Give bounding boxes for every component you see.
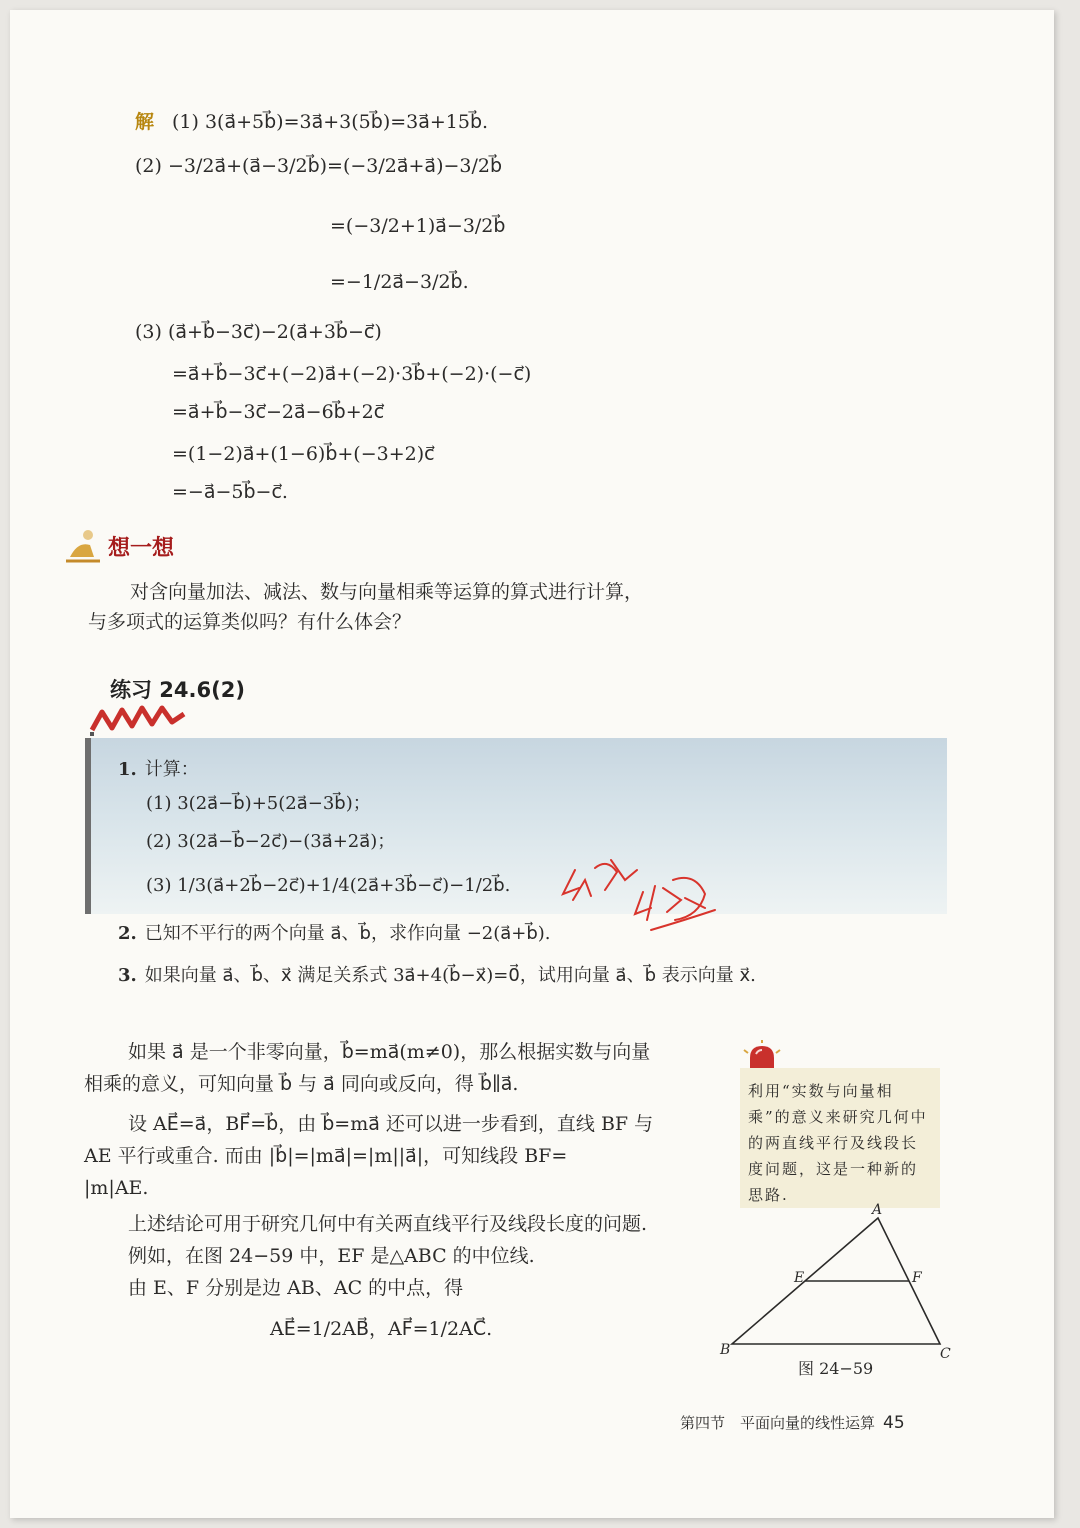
q3-number: 3. bbox=[118, 965, 137, 986]
vertex-label-e: E bbox=[794, 1270, 805, 1286]
body-p3-l1: 上述结论可用于研究几何中有关两直线平行及线段长度的问题. bbox=[128, 1213, 648, 1235]
body-p3-l2: 例如，在图 24−59 中，EF 是△ABC 的中位线. bbox=[128, 1245, 535, 1267]
solution-line-7: =a⃗+b⃗−3c⃗−2a⃗−6b⃗+2c⃗ bbox=[172, 401, 385, 423]
solution-line-4: =−1/2a⃗−3/2b⃗. bbox=[330, 271, 469, 293]
solution-line-9: =−a⃗−5b⃗−c⃗. bbox=[172, 481, 288, 503]
q1-text: 计算： bbox=[144, 759, 199, 780]
vertex-label-b: B bbox=[720, 1342, 731, 1358]
solution-line-5: (3) (a⃗+b⃗−3c⃗)−2(a⃗+3b⃗−c⃗) bbox=[135, 321, 382, 343]
body-p2-l2: AE 平行或重合. 而由 |b⃗|=|ma⃗|=|m||a⃗|，可知线段 BF= bbox=[84, 1145, 568, 1167]
body-p1-l1: 如果 a⃗ 是一个非零向量，b⃗=ma⃗(m≠0)，那么根据实数与向量 bbox=[128, 1041, 651, 1063]
handwritten-annotation bbox=[555, 850, 725, 950]
page-footer bbox=[680, 1412, 905, 1433]
q2-text: 已知不平行的两个向量 a⃗、b⃗，求作向量 −2(a⃗+b⃗). bbox=[144, 923, 551, 944]
think-line-1: 对含向量加法、减法、数与向量相乘等运算的算式进行计算， bbox=[130, 581, 644, 603]
midpoint-equation: AE⃗=1/2AB⃗，AF⃗=1/2AC⃗. bbox=[270, 1318, 493, 1340]
body-p2-l1: 设 AE⃗=a⃗，BF⃗=b⃗，由 b⃗=ma⃗ 还可以进一步看到，直线 BF 与 bbox=[128, 1113, 654, 1135]
vertex-label-a: A bbox=[872, 1202, 883, 1218]
solution-line-2: (2) −3/2a⃗+(a⃗−3/2b⃗)=(−3/2a⃗+a⃗)−3/2b⃗ bbox=[135, 155, 503, 177]
solution-line-8: =(1−2)a⃗+(1−6)b⃗+(−3+2)c⃗ bbox=[172, 443, 435, 465]
q1-part-1: (1) 3(2a⃗−b⃗)+5(2a⃗−3b⃗)； bbox=[146, 793, 371, 814]
vertex-label-c: C bbox=[940, 1346, 951, 1362]
solution-line-1 bbox=[135, 108, 488, 136]
body-p2-l3: |m|AE. bbox=[84, 1177, 149, 1199]
q1-part-3: (3) 1/3(a⃗+2b⃗−2c⃗)+1/4(2a⃗+3b⃗−c⃗)−1/2b⃗. bbox=[146, 875, 511, 896]
q3-text: 如果向量 a⃗、b⃗、x⃗ 满足关系式 3a⃗+4(b⃗−x⃗)=0⃗，试用向量 a⃗、b⃗ 表示向量 x⃗. bbox=[144, 965, 756, 986]
side-note-text: 利用“实数与向量相乘”的意义来研究几何中的两直线平行及线段长度问题，这是一种新的思路. bbox=[748, 1082, 928, 1204]
exercise-q3 bbox=[118, 962, 756, 990]
think-heading bbox=[64, 526, 174, 566]
exercise-title: 练习 24.6(2) bbox=[110, 678, 245, 702]
zigzag-decoration-icon bbox=[88, 700, 188, 736]
think-title: 想一想 bbox=[108, 535, 175, 561]
solution-line-3: =(−3/2+1)a⃗−3/2b⃗ bbox=[330, 215, 506, 237]
q2-number: 2. bbox=[118, 923, 137, 944]
think-line-2: 与多项式的运算类似吗？有什么体会？ bbox=[88, 611, 412, 633]
body-p3-l3: 由 E、F 分别是边 AB、AC 的中点，得 bbox=[128, 1277, 464, 1299]
exercise-q2 bbox=[118, 920, 551, 948]
figure-caption: 图 24−59 bbox=[798, 1359, 874, 1378]
body-p1-l2: 相乘的意义，可知向量 b⃗ 与 a⃗ 同向或反向，得 b⃗∥a⃗. bbox=[84, 1073, 519, 1095]
thinking-figure-icon bbox=[64, 527, 102, 565]
page-number: 45 bbox=[883, 1413, 905, 1433]
solution-text-1: (1) 3(a⃗+5b⃗)=3a⃗+3(5b⃗)=3a⃗+15b⃗. bbox=[172, 111, 489, 133]
footer-section: 第四节 平面向量的线性运算 bbox=[680, 1414, 876, 1432]
solution-line-6: =a⃗+b⃗−3c⃗+(−2)a⃗+(−2)·3b⃗+(−2)·(−c⃗) bbox=[172, 363, 532, 385]
vertex-label-f: F bbox=[912, 1270, 922, 1286]
triangle-figure bbox=[718, 1200, 958, 1370]
q1-part-2: (2) 3(2a⃗−b⃗−2c⃗)−(3a⃗+2a⃗)； bbox=[146, 831, 396, 852]
exercise-q1 bbox=[118, 756, 199, 784]
solution-label: 解 bbox=[135, 111, 155, 133]
q1-number: 1. bbox=[118, 759, 137, 780]
